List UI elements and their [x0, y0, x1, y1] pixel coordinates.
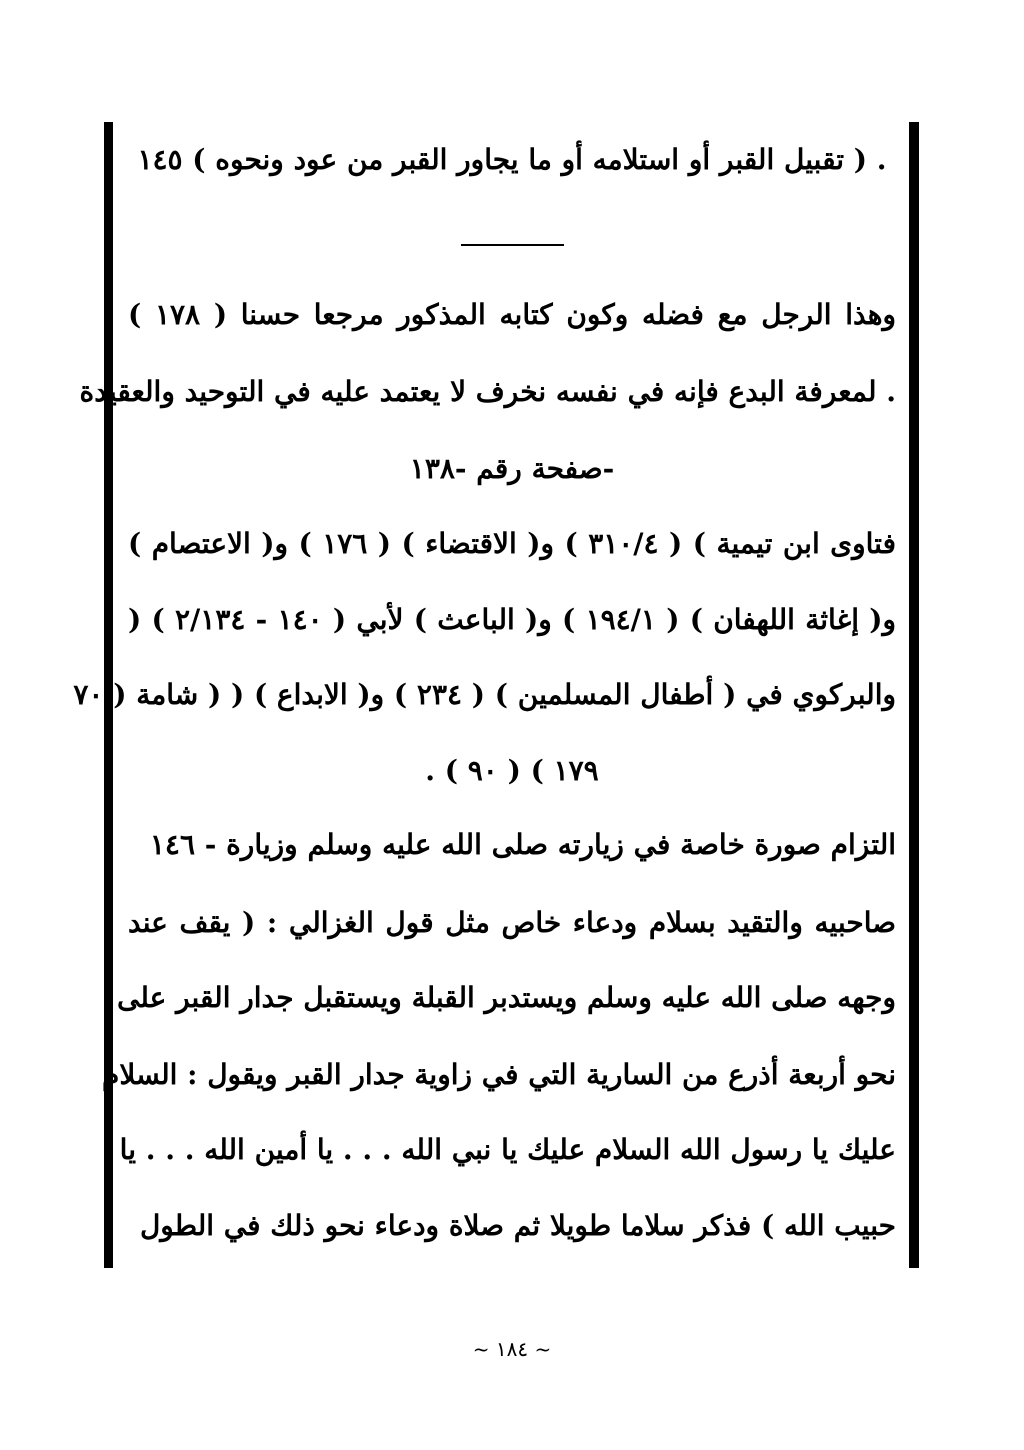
text-line: وهذا الرجل مع فضله وكون كتابه المذكور مرجعا حسنا ( ١٧٨ ): [128, 298, 896, 331]
section-divider: [461, 244, 564, 246]
text-line: و( إغاثة اللهفان ) ( ١٩٤/١ ) و( الباعث ) لأبي ( ١٤٠ - ٢/١٣٤ ) (: [128, 603, 896, 636]
text-line: عليك يا رسول الله السلام عليك يا نبي الله . . . يا أمين الله . . . يا: [119, 1133, 896, 1166]
text-line: -صفحة رقم -١٣٨: [409, 452, 615, 485]
text-line: صاحبيه والتقيد بسلام ودعاء خاص مثل قول الغزالي : ( يقف عند: [128, 906, 896, 939]
page-number: ~ ١٨٤ ~: [472, 1337, 552, 1361]
text-line: وجهه صلى الله عليه وسلم ويستدبر القبلة ويستقبل جدار القبر على: [117, 981, 896, 1014]
text-line: . ( ٩٠ ) ( ١٧٩: [425, 754, 599, 787]
text-line: . ( تقبيل القبر أو استلامه أو ما يجاور القبر من عود ونحوه ) ١٤٥: [137, 143, 887, 176]
text-line: التزام صورة خاصة في زيارته صلى الله عليه وسلم وزيارة - ١٤٦: [149, 828, 896, 861]
text-line: حبيب الله ) فذكر سلاما طويلا ثم صلاة ودعاء نحو ذلك في الطول: [139, 1209, 896, 1242]
text-line: نحو أربعة أذرع من السارية التي في زاوية جدار القبر ويقول : السلام: [102, 1058, 896, 1091]
text-line: . لمعرفة البدع فإنه في نفسه نخرف لا يعتمد عليه في التوحيد والعقيدة: [79, 375, 896, 408]
text-line: والبركوي في ( أطفال المسلمين ) ( ٢٣٤ ) و( الابداع ) ( ( شامة ( ٧٠: [73, 678, 896, 711]
text-line: فتاوى ابن تيمية ) ( ٣١٠/٤ ) و( الاقتضاء ) ( ١٧٦ ) و( الاعتصام ): [128, 527, 896, 560]
right-border-rule: [909, 122, 919, 1268]
